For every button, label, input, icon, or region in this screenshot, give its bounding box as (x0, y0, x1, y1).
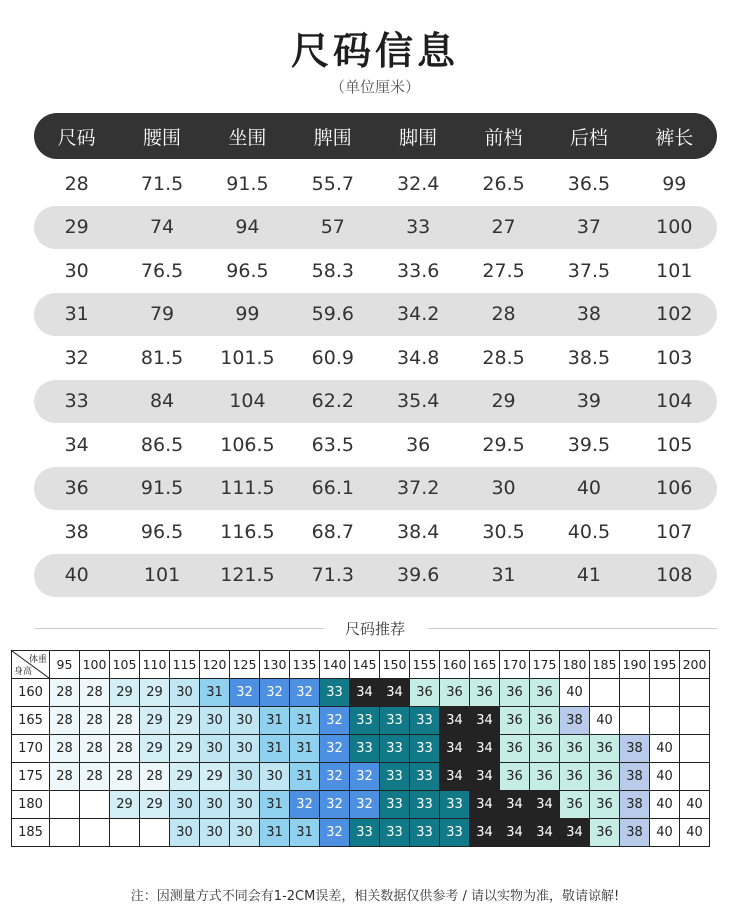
size-table-cell: 99 (662, 172, 687, 195)
size-table-cell: 40 (576, 477, 602, 500)
grid-size-cell: 32 (320, 819, 350, 847)
grid-size-cell (50, 791, 80, 819)
grid-size-cell: 30 (200, 819, 230, 847)
size-table-cell: 101 (143, 564, 181, 587)
size-table-row (34, 510, 717, 554)
size-table-cell: 106 (656, 477, 693, 500)
size-table-cell: 111.5 (220, 477, 275, 500)
size-table-cell: 76.5 (140, 259, 184, 282)
grid-size-cell: 30 (230, 791, 260, 819)
grid-weight-header: 165 (470, 651, 500, 679)
size-table-row (34, 249, 717, 293)
size-table-row (34, 554, 717, 598)
grid-weight-header: 120 (200, 651, 230, 679)
size-table-cell: 34 (64, 433, 89, 456)
grid-size-cell: 28 (110, 735, 140, 763)
grid-size-cell: 28 (140, 763, 170, 791)
size-table-cell: 81.5 (140, 346, 184, 369)
size-table-cell: 79 (149, 303, 175, 326)
grid-size-cell: 32 (260, 679, 290, 707)
size-table-cell: 26.5 (482, 172, 525, 195)
grid-size-cell: 28 (80, 763, 110, 791)
grid-size-cell: 31 (260, 707, 290, 735)
size-table-header-cell: 尺码 (57, 126, 96, 149)
grid-size-cell: 38 (620, 763, 650, 791)
grid-size-cell: 40 (680, 819, 710, 847)
grid-size-cell: 40 (650, 819, 680, 847)
grid-size-cell: 28 (50, 763, 80, 791)
grid-weight-header: 145 (350, 651, 380, 679)
grid-size-cell: 34 (440, 763, 470, 791)
grid-size-cell: 40 (560, 679, 590, 707)
grid-size-cell (140, 819, 170, 847)
grid-size-cell (110, 819, 140, 847)
grid-size-cell: 34 (530, 819, 560, 847)
grid-size-cell: 30 (230, 707, 260, 735)
size-table-cell: 55.7 (311, 172, 354, 195)
grid-size-cell: 33 (380, 819, 410, 847)
grid-size-cell: 32 (230, 679, 260, 707)
size-table-cell: 27 (491, 216, 516, 239)
grid-weight-header: 135 (290, 651, 320, 679)
grid-size-cell: 34 (470, 819, 500, 847)
grid-size-cell: 29 (110, 679, 140, 707)
size-table-header (34, 113, 717, 159)
unit-subtitle: （单位厘米） (329, 78, 420, 96)
size-table-cell: 41 (576, 564, 602, 587)
size-table-cell: 91.5 (226, 172, 269, 195)
grid-weight-header: 115 (170, 651, 200, 679)
size-table-cell: 32 (64, 346, 89, 369)
size-table-cell: 35.4 (397, 390, 440, 413)
grid-weight-header: 95 (50, 651, 80, 679)
grid-size-cell: 36 (530, 679, 560, 707)
grid-size-cell: 29 (140, 707, 170, 735)
size-table-cell: 105 (656, 433, 693, 456)
grid-size-cell: 33 (440, 819, 470, 847)
size-table-cell: 36 (406, 433, 431, 456)
size-table-cell: 32.4 (397, 172, 440, 195)
size-table-cell: 68.7 (311, 520, 354, 543)
size-table-cell: 29 (491, 390, 516, 413)
grid-size-cell: 30 (230, 763, 260, 791)
grid-row (12, 819, 710, 847)
grid-size-cell: 34 (530, 791, 560, 819)
size-table-row (34, 380, 717, 424)
size-table-cell: 38.5 (567, 346, 611, 369)
grid-size-cell: 31 (290, 735, 320, 763)
grid-weight-header: 195 (650, 651, 680, 679)
grid-size-cell: 33 (380, 791, 410, 819)
size-table-cell: 27.5 (482, 259, 525, 282)
size-table-cell: 99 (235, 303, 260, 326)
size-table-cell: 34.2 (397, 303, 440, 326)
grid-size-cell: 31 (260, 791, 290, 819)
size-table-cell: 66.1 (311, 477, 354, 500)
grid-size-cell: 34 (470, 763, 500, 791)
grid-size-cell: 38 (620, 735, 650, 763)
grid-size-cell (590, 679, 620, 707)
size-table-row (34, 206, 717, 250)
grid-size-cell: 34 (350, 679, 380, 707)
size-table-cell: 94 (235, 216, 260, 239)
size-table-cell: 62.2 (311, 390, 354, 413)
size-table-cell: 38 (64, 520, 89, 543)
size-table-cell: 101 (656, 259, 693, 282)
grid-weight-header: 190 (620, 651, 650, 679)
size-table-cell: 86.5 (140, 433, 184, 456)
size-table-cell: 36.5 (567, 172, 611, 195)
grid-size-cell: 30 (200, 707, 230, 735)
grid-height-label: 160 (12, 679, 50, 707)
grid-weight-header: 170 (500, 651, 530, 679)
grid-size-cell: 33 (380, 707, 410, 735)
grid-size-cell: 28 (80, 679, 110, 707)
size-table-cell: 100 (656, 216, 693, 239)
size-table-cell: 37.5 (567, 259, 611, 282)
grid-corner-cell (12, 651, 50, 679)
grid-size-cell: 33 (350, 707, 380, 735)
grid-size-cell: 30 (200, 735, 230, 763)
size-table-cell: 103 (656, 346, 693, 369)
size-table-header-cell: 脚围 (399, 126, 438, 149)
grid-size-cell: 33 (350, 819, 380, 847)
grid-size-cell: 33 (410, 819, 440, 847)
size-table-cell: 102 (656, 303, 693, 326)
grid-size-cell: 33 (410, 763, 440, 791)
size-table-row (34, 162, 717, 206)
size-table-header-cell: 前档 (484, 126, 523, 149)
grid-size-cell: 33 (410, 791, 440, 819)
grid-size-cell: 29 (170, 735, 200, 763)
size-table-cell: 31 (491, 564, 516, 587)
grid-size-cell: 34 (380, 679, 410, 707)
grid-height-label: 185 (12, 819, 50, 847)
size-table-header-cell: 腰围 (143, 126, 182, 149)
grid-height-label: 180 (12, 791, 50, 819)
size-table-cell: 40.5 (567, 520, 611, 543)
size-table-cell: 96.5 (226, 259, 269, 282)
grid-size-cell: 40 (650, 763, 680, 791)
grid-size-cell: 34 (470, 791, 500, 819)
size-table-cell: 39.6 (397, 564, 440, 587)
grid-size-cell: 33 (380, 763, 410, 791)
size-table-cell: 74 (149, 216, 175, 239)
grid-size-cell (680, 735, 710, 763)
grid-size-cell: 32 (320, 735, 350, 763)
size-table-header-cell: 裤长 (655, 126, 694, 149)
size-table-cell: 33 (406, 216, 431, 239)
grid-size-cell: 30 (260, 763, 290, 791)
grid-size-cell (80, 791, 110, 819)
size-table-cell: 37.2 (397, 477, 440, 500)
size-table-row (34, 467, 717, 511)
size-table-cell: 63.5 (311, 433, 354, 456)
grid-height-label: 175 (12, 763, 50, 791)
grid-size-cell: 36 (500, 707, 530, 735)
grid-size-cell: 32 (290, 791, 320, 819)
grid-size-cell: 40 (650, 791, 680, 819)
size-table-cell: 104 (229, 390, 266, 413)
grid-size-cell: 32 (320, 707, 350, 735)
grid-size-cell: 36 (500, 735, 530, 763)
grid-size-cell: 34 (470, 707, 500, 735)
grid-header-row (12, 651, 710, 679)
grid-size-cell: 36 (410, 679, 440, 707)
grid-row (12, 707, 710, 735)
size-table-cell: 84 (149, 390, 175, 413)
size-table-cell: 33 (64, 390, 89, 413)
grid-size-cell (650, 679, 680, 707)
grid-size-cell: 33 (380, 735, 410, 763)
size-table-cell: 33.6 (397, 259, 440, 282)
size-table-row (34, 423, 717, 467)
page-title: 尺码信息 (290, 29, 459, 73)
grid-size-cell: 30 (170, 679, 200, 707)
grid-size-cell: 36 (590, 735, 620, 763)
size-table-header-cell: 后档 (569, 126, 608, 149)
size-table-cell: 58.3 (311, 259, 354, 282)
grid-size-cell (620, 707, 650, 735)
grid-size-cell: 33 (440, 791, 470, 819)
size-table-cell: 30 (491, 477, 516, 500)
size-table-row (34, 336, 717, 380)
size-table-cell: 28.5 (482, 346, 525, 369)
corner-height-label: 身高 (14, 667, 33, 677)
grid-size-cell: 30 (230, 735, 260, 763)
grid-size-cell: 34 (500, 791, 530, 819)
grid-size-cell: 31 (200, 679, 230, 707)
size-table-cell: 31 (64, 303, 89, 326)
grid-size-cell: 34 (560, 819, 590, 847)
size-table-cell: 104 (656, 390, 693, 413)
size-table-cell: 29 (64, 216, 89, 239)
size-table-cell: 30.5 (482, 520, 525, 543)
grid-size-cell: 30 (200, 791, 230, 819)
recommend-title: 尺码推荐 (344, 620, 405, 638)
grid-size-cell: 36 (560, 735, 590, 763)
grid-weight-header: 155 (410, 651, 440, 679)
size-table-cell: 28 (64, 172, 89, 195)
grid-size-cell: 31 (260, 819, 290, 847)
grid-size-cell: 32 (320, 763, 350, 791)
size-table-cell: 60.9 (311, 346, 354, 369)
size-table-header-cell: 脾围 (313, 126, 352, 149)
grid-size-cell: 29 (140, 735, 170, 763)
size-table-cell: 29.5 (482, 433, 525, 456)
size-table-cell: 40 (64, 564, 89, 587)
grid-size-cell: 36 (560, 791, 590, 819)
size-table-cell: 106.5 (220, 433, 275, 456)
grid-row (12, 763, 710, 791)
grid-size-cell: 36 (530, 763, 560, 791)
grid-weight-header: 125 (230, 651, 260, 679)
grid-size-cell: 29 (170, 763, 200, 791)
grid-row (12, 679, 710, 707)
grid-weight-header: 100 (80, 651, 110, 679)
grid-size-cell: 31 (290, 707, 320, 735)
size-table-cell: 91.5 (140, 477, 184, 500)
grid-weight-header: 140 (320, 651, 350, 679)
size-table-cell: 107 (656, 520, 693, 543)
size-table-cell: 39.5 (567, 433, 611, 456)
grid-size-cell: 28 (80, 707, 110, 735)
grid-size-cell: 32 (350, 791, 380, 819)
grid-size-cell: 28 (50, 735, 80, 763)
grid-size-cell: 40 (590, 707, 620, 735)
grid-size-cell (650, 707, 680, 735)
grid-weight-header: 175 (530, 651, 560, 679)
size-table-cell: 39 (576, 390, 602, 413)
size-table-cell: 30 (64, 259, 89, 282)
grid-size-cell: 36 (590, 819, 620, 847)
grid-size-cell: 28 (80, 735, 110, 763)
grid-size-cell: 34 (470, 735, 500, 763)
disclaimer-note: 注：因测量方式不同会有1-2CM误差，相关数据仅供参考 / 请以实物为准，敬请谅解! (130, 889, 620, 904)
grid-weight-header: 150 (380, 651, 410, 679)
size-table-cell: 108 (656, 564, 693, 587)
size-table-cell: 71.5 (140, 172, 184, 195)
grid-size-cell: 38 (620, 819, 650, 847)
size-table-header-cell: 坐围 (228, 126, 267, 149)
grid-size-cell (620, 679, 650, 707)
grid-size-cell: 32 (350, 763, 380, 791)
grid-size-cell: 36 (530, 735, 560, 763)
grid-size-cell: 32 (290, 679, 320, 707)
grid-size-cell (80, 819, 110, 847)
size-info-table (34, 113, 717, 597)
grid-row (12, 791, 710, 819)
size-table-cell: 101.5 (220, 346, 275, 369)
grid-size-cell: 30 (170, 819, 200, 847)
size-table-cell: 121.5 (220, 564, 275, 587)
grid-size-cell (680, 707, 710, 735)
grid-weight-header: 200 (680, 651, 710, 679)
size-table-cell: 28 (491, 303, 516, 326)
size-table-cell: 37 (576, 216, 602, 239)
grid-size-cell: 29 (140, 679, 170, 707)
grid-size-cell: 36 (440, 679, 470, 707)
grid-size-cell: 36 (500, 679, 530, 707)
grid-size-cell: 28 (50, 679, 80, 707)
grid-size-cell: 34 (440, 735, 470, 763)
grid-size-cell: 28 (110, 763, 140, 791)
grid-size-cell: 36 (590, 791, 620, 819)
grid-size-cell: 29 (200, 763, 230, 791)
grid-size-cell: 29 (110, 791, 140, 819)
size-table-cell: 36 (64, 477, 89, 500)
divider-right (428, 628, 718, 629)
grid-size-cell: 34 (500, 819, 530, 847)
size-table-body (34, 162, 717, 597)
grid-size-cell (50, 819, 80, 847)
grid-weight-header: 105 (110, 651, 140, 679)
size-table-cell: 38.4 (397, 520, 440, 543)
grid-size-cell: 34 (440, 707, 470, 735)
grid-size-cell: 33 (350, 735, 380, 763)
grid-size-cell: 30 (170, 791, 200, 819)
grid-size-cell: 29 (170, 707, 200, 735)
grid-weight-header: 110 (140, 651, 170, 679)
grid-size-cell: 29 (140, 791, 170, 819)
grid-size-cell: 38 (560, 707, 590, 735)
grid-size-cell: 33 (410, 707, 440, 735)
grid-size-cell: 32 (320, 791, 350, 819)
grid-row (12, 735, 710, 763)
size-table-row (34, 293, 717, 337)
grid-size-cell: 36 (500, 763, 530, 791)
grid-height-label: 170 (12, 735, 50, 763)
grid-size-cell: 36 (590, 763, 620, 791)
corner-weight-label: 体重 (28, 655, 47, 665)
grid-size-cell: 33 (410, 735, 440, 763)
size-table-cell: 38 (576, 303, 602, 326)
size-recommend-grid (11, 650, 710, 847)
grid-size-cell: 40 (680, 791, 710, 819)
grid-size-cell: 30 (230, 819, 260, 847)
size-table-cell: 116.5 (220, 520, 275, 543)
grid-size-cell: 33 (320, 679, 350, 707)
grid-size-cell: 28 (110, 707, 140, 735)
grid-size-cell: 36 (530, 707, 560, 735)
grid-size-cell: 28 (50, 707, 80, 735)
size-table-cell: 71.3 (311, 564, 354, 587)
grid-size-cell: 36 (560, 763, 590, 791)
grid-weight-header: 185 (590, 651, 620, 679)
size-table-cell: 57 (320, 216, 345, 239)
size-table-cell: 34.8 (397, 346, 440, 369)
grid-weight-header: 180 (560, 651, 590, 679)
grid-size-cell (680, 679, 710, 707)
size-table-cell: 59.6 (311, 303, 354, 326)
grid-weight-header: 160 (440, 651, 470, 679)
grid-height-label: 165 (12, 707, 50, 735)
grid-size-cell: 31 (260, 735, 290, 763)
grid-size-cell: 36 (470, 679, 500, 707)
grid-size-cell: 31 (290, 763, 320, 791)
grid-size-cell (680, 763, 710, 791)
grid-size-cell: 40 (650, 735, 680, 763)
size-table-cell: 96.5 (140, 520, 184, 543)
grid-weight-header: 130 (260, 651, 290, 679)
grid-size-cell: 31 (290, 819, 320, 847)
grid-size-cell: 38 (620, 791, 650, 819)
